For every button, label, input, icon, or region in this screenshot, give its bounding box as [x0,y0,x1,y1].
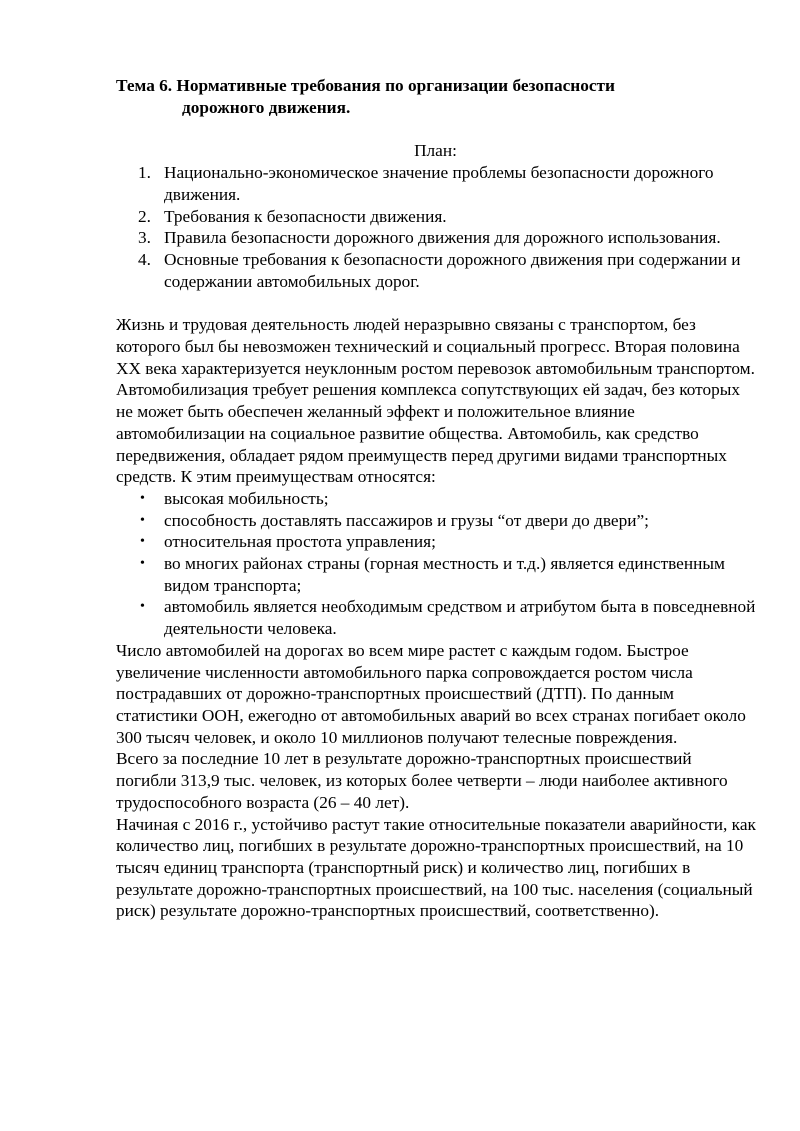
risk-paragraph: Начиная с 2016 г., устойчиво растут такие относительные показатели аварийности, как количество лиц, погибших в результате дорожно-транспортных происшествий, на 10 тысяч единиц транспорта (транспортный риск) и количество лиц, погибших в результате дорожно-транспортных происшествий, на 100 тыс. населения (социальный риск) результате дорожно-транспортных происшествий, соответственно). [116,814,756,921]
bullet-icon: • [140,490,145,506]
plan-item [116,249,756,292]
plan-item [116,206,756,228]
plan-heading: План: [414,141,457,161]
advantage-text: способность доставлять пассажиров и грузы “от двери до двери”; [164,510,649,530]
advantage-text: во многих районах страны (горная местность и т.д.) является единственным видом транспорта; [164,554,725,595]
section-gap [116,292,756,314]
plan-item-number: 4. [138,249,151,269]
advantage-text: высокая мобильность; [164,488,329,508]
bullet-icon: • [140,534,145,550]
advantage-item [116,531,756,553]
advantage-text: относительная простота управления; [164,532,436,552]
advantages-list [116,488,756,640]
plan-item-number: 3. [138,228,151,248]
plan-item-text: Требования к безопасности движения. [164,206,447,226]
advantage-item [116,488,756,510]
plan-item-text: Национально-экономическое значение проблемы безопасности дорожного движения. [164,163,714,204]
casualties-paragraph: Всего за последние 10 лет в результате дорожно-транспортных происшествий погибли 313,9 тыс. человек, из которых более четверти – люди наиболее активного трудоспособного возраста (26 – 40 лет). [116,749,728,812]
plan-item-text: Правила безопасности дорожного движения для дорожного использования. [164,228,721,248]
statistics-paragraph: Число автомобилей на дорогах во всем мире растет с каждым годом. Быстрое увеличение численности автомобильного парка сопровождается ростом числа пострадавших от дорожно-транспортных происшествий (ДТП). По данным статистики ООН, ежегодно от автомобильных аварий во всех странах погибает около 300 тысяч человек, и около 10 миллионов получают телесные повреждения. [116,640,746,747]
document-page [116,75,756,922]
advantage-text: автомобиль является необходимым средством и атрибутом быта в повседневной деятельности человека. [164,597,756,639]
title-line-1: Тема 6. Нормативные требования по организации безопасности [116,76,615,95]
plan-item-text: Основные требования к безопасности дорожного движения при содержании и содержании автомобильных дорог. [164,249,741,291]
intro-paragraph: Жизнь и трудовая деятельность людей неразрывно связаны с транспортом, без которого был бы невозможен технический и социальный прогресс. Вторая половина XX века характеризуется неуклонным ростом перевозок автомобильным транспортом. Автомобилизация требует решения комплекса сопутствующих ей задач, без которых не может быть обеспечен желанный эффект и положительное влияние автомобилизации на социальное развитие общества. Автомобиль, как средство передвижения, обладает рядом преимуществ перед другими видами транспортных средств. К этим преимуществам относятся: [116,315,755,487]
bullet-icon: • [140,599,145,615]
plan-item [116,162,756,205]
plan-item-number: 1. [138,163,151,183]
plan-item [116,227,756,249]
plan-item-number: 2. [138,206,151,226]
bullet-icon: • [140,512,145,528]
advantage-item [116,596,756,639]
title-line-2: дорожного движения. [182,97,351,117]
advantage-item [116,553,756,596]
plan-list [116,162,756,292]
document-title [116,75,756,118]
bullet-icon: • [140,556,145,572]
advantage-item [116,510,756,532]
